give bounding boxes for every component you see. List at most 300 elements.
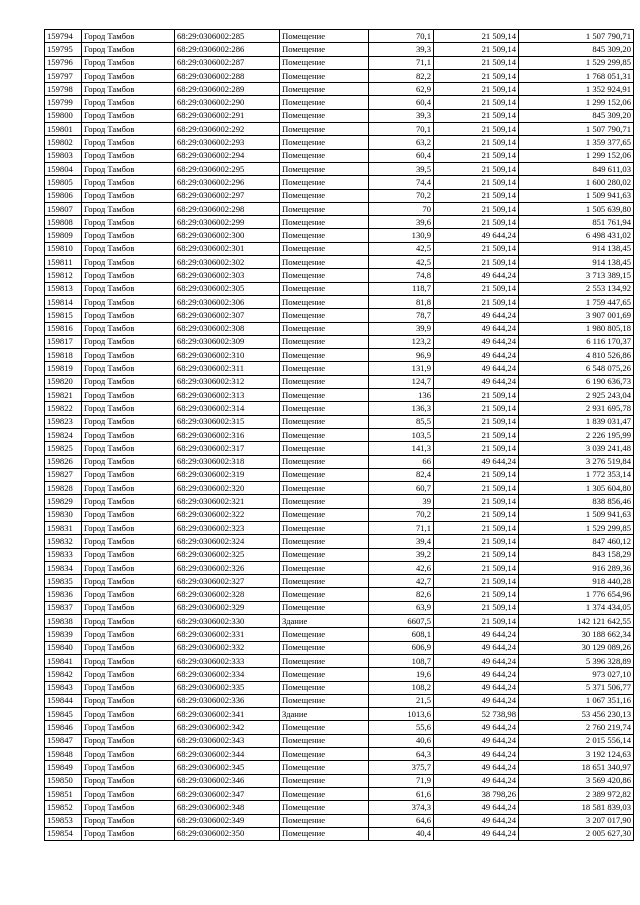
object-type-cell: Помещение — [280, 229, 369, 242]
cadastral-number-cell: 68:29:0306002:319 — [175, 468, 280, 481]
area-cell: 1013,6 — [369, 708, 434, 721]
specific-value-cell: 21 509,14 — [434, 495, 519, 508]
locality-cell: Город Тамбов — [82, 96, 175, 109]
specific-value-cell: 21 509,14 — [434, 162, 519, 175]
cadastral-number-cell: 68:29:0306002:299 — [175, 216, 280, 229]
cadastral-number-cell: 68:29:0306002:305 — [175, 282, 280, 295]
locality-cell: Город Тамбов — [82, 56, 175, 69]
record-number-cell: 159801 — [45, 123, 82, 136]
cadastral-value-cell: 914 138,45 — [519, 242, 634, 255]
area-cell: 375,7 — [369, 761, 434, 774]
locality-cell: Город Тамбов — [82, 362, 175, 375]
table-row — [45, 801, 634, 814]
specific-value-cell: 21 509,14 — [434, 415, 519, 428]
table-row — [45, 428, 634, 441]
object-type-cell: Помещение — [280, 801, 369, 814]
locality-cell: Город Тамбов — [82, 189, 175, 202]
area-cell: 131,9 — [369, 362, 434, 375]
cadastral-value-cell: 914 138,45 — [519, 256, 634, 269]
locality-cell: Город Тамбов — [82, 814, 175, 827]
table-row — [45, 748, 634, 761]
cadastral-number-cell: 68:29:0306002:298 — [175, 202, 280, 215]
locality-cell: Город Тамбов — [82, 402, 175, 415]
cadastral-value-cell: 2 925 243,04 — [519, 389, 634, 402]
object-type-cell: Помещение — [280, 123, 369, 136]
table-row — [45, 761, 634, 774]
cadastral-number-cell: 68:29:0306002:312 — [175, 375, 280, 388]
object-type-cell: Помещение — [280, 83, 369, 96]
locality-cell: Город Тамбов — [82, 508, 175, 521]
specific-value-cell: 21 509,14 — [434, 43, 519, 56]
object-type-cell: Помещение — [280, 681, 369, 694]
area-cell: 21,5 — [369, 694, 434, 707]
record-number-cell: 159853 — [45, 814, 82, 827]
specific-value-cell: 49 644,24 — [434, 375, 519, 388]
area-cell: 40,4 — [369, 827, 434, 840]
cadastral-number-cell: 68:29:0306002:344 — [175, 748, 280, 761]
cadastral-number-cell: 68:29:0306002:346 — [175, 774, 280, 787]
specific-value-cell: 49 644,24 — [434, 734, 519, 747]
area-cell: 374,3 — [369, 801, 434, 814]
object-type-cell: Помещение — [280, 814, 369, 827]
cadastral-value-cell: 2 553 134,92 — [519, 282, 634, 295]
locality-cell: Город Тамбов — [82, 216, 175, 229]
specific-value-cell: 49 644,24 — [434, 322, 519, 335]
table-row — [45, 575, 634, 588]
area-cell: 71,1 — [369, 56, 434, 69]
table-row — [45, 309, 634, 322]
object-type-cell: Помещение — [280, 415, 369, 428]
area-cell: 70,2 — [369, 508, 434, 521]
area-cell: 70,2 — [369, 189, 434, 202]
cadastral-value-cell: 3 192 124,63 — [519, 748, 634, 761]
cadastral-value-cell: 1 374 434,05 — [519, 601, 634, 614]
cadastral-number-cell: 68:29:0306002:326 — [175, 561, 280, 574]
area-cell: 606,9 — [369, 641, 434, 654]
object-type-cell: Помещение — [280, 442, 369, 455]
area-cell: 39,6 — [369, 216, 434, 229]
locality-cell: Город Тамбов — [82, 123, 175, 136]
cadastral-number-cell: 68:29:0306002:321 — [175, 495, 280, 508]
cadastral-number-cell: 68:29:0306002:325 — [175, 548, 280, 561]
record-number-cell: 159804 — [45, 162, 82, 175]
cadastral-number-cell: 68:29:0306002:291 — [175, 109, 280, 122]
area-cell: 39 — [369, 495, 434, 508]
record-number-cell: 159820 — [45, 375, 82, 388]
cadastral-number-cell: 68:29:0306002:332 — [175, 641, 280, 654]
specific-value-cell: 21 509,14 — [434, 109, 519, 122]
locality-cell: Город Тамбов — [82, 694, 175, 707]
locality-cell: Город Тамбов — [82, 109, 175, 122]
record-number-cell: 159814 — [45, 295, 82, 308]
area-cell: 108,2 — [369, 681, 434, 694]
object-type-cell: Помещение — [280, 521, 369, 534]
table-row — [45, 535, 634, 548]
specific-value-cell: 21 509,14 — [434, 561, 519, 574]
object-type-cell: Помещение — [280, 189, 369, 202]
cadastral-number-cell: 68:29:0306002:303 — [175, 269, 280, 282]
cadastral-value-cell: 1 352 924,91 — [519, 83, 634, 96]
area-cell: 74,4 — [369, 176, 434, 189]
record-number-cell: 159835 — [45, 575, 82, 588]
table-row — [45, 721, 634, 734]
table-row — [45, 588, 634, 601]
area-cell: 103,5 — [369, 428, 434, 441]
record-number-cell: 159848 — [45, 748, 82, 761]
area-cell: 96,9 — [369, 349, 434, 362]
table-row — [45, 162, 634, 175]
cadastral-number-cell: 68:29:0306002:343 — [175, 734, 280, 747]
cadastral-value-cell: 18 651 340,97 — [519, 761, 634, 774]
specific-value-cell: 49 644,24 — [434, 774, 519, 787]
record-number-cell: 159850 — [45, 774, 82, 787]
object-type-cell: Помещение — [280, 787, 369, 800]
area-cell: 62,9 — [369, 83, 434, 96]
area-cell: 70,1 — [369, 123, 434, 136]
specific-value-cell: 21 509,14 — [434, 282, 519, 295]
cadastral-value-cell: 1 839 031,47 — [519, 415, 634, 428]
cadastral-value-cell: 4 810 526,86 — [519, 349, 634, 362]
cadastral-number-cell: 68:29:0306002:285 — [175, 30, 280, 43]
specific-value-cell: 49 644,24 — [434, 362, 519, 375]
record-number-cell: 159800 — [45, 109, 82, 122]
object-type-cell: Помещение — [280, 176, 369, 189]
cadastral-value-cell: 1 507 790,71 — [519, 30, 634, 43]
specific-value-cell: 49 644,24 — [434, 229, 519, 242]
locality-cell: Город Тамбов — [82, 309, 175, 322]
locality-cell: Город Тамбов — [82, 588, 175, 601]
cadastral-number-cell: 68:29:0306002:313 — [175, 389, 280, 402]
object-type-cell: Помещение — [280, 242, 369, 255]
cadastral-value-cell: 1 529 299,85 — [519, 521, 634, 534]
table-row — [45, 282, 634, 295]
cadastral-value-cell: 5 371 506,77 — [519, 681, 634, 694]
object-type-cell: Помещение — [280, 282, 369, 295]
cadastral-number-cell: 68:29:0306002:327 — [175, 575, 280, 588]
cadastral-value-cell: 1 505 639,80 — [519, 202, 634, 215]
specific-value-cell: 49 644,24 — [434, 668, 519, 681]
object-type-cell: Помещение — [280, 748, 369, 761]
cadastral-number-cell: 68:29:0306002:306 — [175, 295, 280, 308]
cadastral-value-cell: 2 931 695,78 — [519, 402, 634, 415]
cadastral-value-cell: 918 440,28 — [519, 575, 634, 588]
table-row — [45, 56, 634, 69]
record-number-cell: 159794 — [45, 30, 82, 43]
record-number-cell: 159802 — [45, 136, 82, 149]
locality-cell: Город Тамбов — [82, 335, 175, 348]
cadastral-value-cell: 847 460,12 — [519, 535, 634, 548]
object-type-cell: Помещение — [280, 69, 369, 82]
object-type-cell: Помещение — [280, 721, 369, 734]
cadastral-value-cell: 2 005 627,30 — [519, 827, 634, 840]
object-type-cell: Помещение — [280, 548, 369, 561]
specific-value-cell: 21 509,14 — [434, 242, 519, 255]
table-row — [45, 295, 634, 308]
cadastral-value-cell: 1 772 353,14 — [519, 468, 634, 481]
record-number-cell: 159842 — [45, 668, 82, 681]
area-cell: 42,5 — [369, 242, 434, 255]
area-cell: 70 — [369, 202, 434, 215]
cadastral-number-cell: 68:29:0306002:308 — [175, 322, 280, 335]
specific-value-cell: 21 509,14 — [434, 601, 519, 614]
locality-cell: Город Тамбов — [82, 734, 175, 747]
cadastral-number-cell: 68:29:0306002:328 — [175, 588, 280, 601]
area-cell: 42,6 — [369, 561, 434, 574]
object-type-cell: Помещение — [280, 654, 369, 667]
locality-cell: Город Тамбов — [82, 30, 175, 43]
object-type-cell: Помещение — [280, 428, 369, 441]
record-number-cell: 159805 — [45, 176, 82, 189]
table-row — [45, 521, 634, 534]
cadastral-value-cell: 916 289,36 — [519, 561, 634, 574]
specific-value-cell: 49 644,24 — [434, 349, 519, 362]
cadastral-value-cell: 838 856,46 — [519, 495, 634, 508]
area-cell: 124,7 — [369, 375, 434, 388]
locality-cell: Город Тамбов — [82, 415, 175, 428]
object-type-cell: Помещение — [280, 482, 369, 495]
specific-value-cell: 21 509,14 — [434, 149, 519, 162]
cadastral-value-cell: 2 015 556,14 — [519, 734, 634, 747]
locality-cell: Город Тамбов — [82, 801, 175, 814]
table-row — [45, 123, 634, 136]
locality-cell: Город Тамбов — [82, 269, 175, 282]
area-cell: 42,7 — [369, 575, 434, 588]
object-type-cell: Помещение — [280, 309, 369, 322]
locality-cell: Город Тамбов — [82, 628, 175, 641]
table-row — [45, 508, 634, 521]
document-page — [44, 29, 631, 841]
area-cell: 39,5 — [369, 162, 434, 175]
object-type-cell: Помещение — [280, 694, 369, 707]
area-cell: 608,1 — [369, 628, 434, 641]
specific-value-cell: 21 509,14 — [434, 402, 519, 415]
record-number-cell: 159812 — [45, 269, 82, 282]
cadastral-number-cell: 68:29:0306002:290 — [175, 96, 280, 109]
locality-cell: Город Тамбов — [82, 149, 175, 162]
object-type-cell: Помещение — [280, 162, 369, 175]
cadastral-value-cell: 2 226 195,99 — [519, 428, 634, 441]
specific-value-cell: 21 509,14 — [434, 123, 519, 136]
table-row — [45, 694, 634, 707]
table-row — [45, 548, 634, 561]
locality-cell: Город Тамбов — [82, 535, 175, 548]
cadastral-value-cell: 30 129 089,26 — [519, 641, 634, 654]
object-type-cell: Помещение — [280, 628, 369, 641]
object-type-cell: Помещение — [280, 269, 369, 282]
cadastral-number-cell: 68:29:0306002:311 — [175, 362, 280, 375]
area-cell: 71,9 — [369, 774, 434, 787]
locality-cell: Город Тамбов — [82, 375, 175, 388]
cadastral-number-cell: 68:29:0306002:292 — [175, 123, 280, 136]
locality-cell: Город Тамбов — [82, 774, 175, 787]
area-cell: 118,7 — [369, 282, 434, 295]
cadastral-number-cell: 68:29:0306002:335 — [175, 681, 280, 694]
record-number-cell: 159806 — [45, 189, 82, 202]
record-number-cell: 159821 — [45, 389, 82, 402]
locality-cell: Город Тамбов — [82, 761, 175, 774]
locality-cell: Город Тамбов — [82, 482, 175, 495]
cadastral-value-cell: 845 309,20 — [519, 109, 634, 122]
area-cell: 64,6 — [369, 814, 434, 827]
table-row — [45, 229, 634, 242]
area-cell: 39,2 — [369, 548, 434, 561]
cadastral-number-cell: 68:29:0306002:345 — [175, 761, 280, 774]
specific-value-cell: 49 644,24 — [434, 455, 519, 468]
cadastral-value-cell: 1 509 941,63 — [519, 508, 634, 521]
cadastral-value-cell: 1 299 152,06 — [519, 149, 634, 162]
table-row — [45, 708, 634, 721]
object-type-cell: Помещение — [280, 136, 369, 149]
object-type-cell: Помещение — [280, 389, 369, 402]
locality-cell: Город Тамбов — [82, 136, 175, 149]
area-cell: 136 — [369, 389, 434, 402]
record-number-cell: 159810 — [45, 242, 82, 255]
area-cell: 82,4 — [369, 468, 434, 481]
locality-cell: Город Тамбов — [82, 389, 175, 402]
locality-cell: Город Тамбов — [82, 668, 175, 681]
cadastral-number-cell: 68:29:0306002:329 — [175, 601, 280, 614]
cadastral-value-cell: 1 507 790,71 — [519, 123, 634, 136]
cadastral-number-cell: 68:29:0306002:314 — [175, 402, 280, 415]
cadastral-value-cell: 1 768 051,31 — [519, 69, 634, 82]
cadastral-value-cell: 1 529 299,85 — [519, 56, 634, 69]
object-type-cell: Помещение — [280, 202, 369, 215]
cadastral-number-cell: 68:29:0306002:295 — [175, 162, 280, 175]
specific-value-cell: 21 509,14 — [434, 30, 519, 43]
specific-value-cell: 49 644,24 — [434, 748, 519, 761]
object-type-cell: Помещение — [280, 375, 369, 388]
record-number-cell: 159819 — [45, 362, 82, 375]
cadastral-value-cell: 1 305 604,80 — [519, 482, 634, 495]
record-number-cell: 159799 — [45, 96, 82, 109]
table-row — [45, 787, 634, 800]
table-row — [45, 216, 634, 229]
record-number-cell: 159817 — [45, 335, 82, 348]
specific-value-cell: 21 509,14 — [434, 216, 519, 229]
specific-value-cell: 49 644,24 — [434, 721, 519, 734]
area-cell: 61,6 — [369, 787, 434, 800]
record-number-cell: 159839 — [45, 628, 82, 641]
record-number-cell: 159827 — [45, 468, 82, 481]
area-cell: 60,7 — [369, 482, 434, 495]
cadastral-number-cell: 68:29:0306002:310 — [175, 349, 280, 362]
specific-value-cell: 21 509,14 — [434, 69, 519, 82]
object-type-cell: Помещение — [280, 641, 369, 654]
table-row — [45, 415, 634, 428]
locality-cell: Город Тамбов — [82, 495, 175, 508]
area-cell: 63,2 — [369, 136, 434, 149]
table-row — [45, 189, 634, 202]
area-cell: 141,3 — [369, 442, 434, 455]
area-cell: 60,4 — [369, 96, 434, 109]
object-type-cell: Помещение — [280, 495, 369, 508]
area-cell: 6607,5 — [369, 615, 434, 628]
cadastral-number-cell: 68:29:0306002:288 — [175, 69, 280, 82]
locality-cell: Город Тамбов — [82, 721, 175, 734]
cadastral-value-cell: 6 116 170,37 — [519, 335, 634, 348]
specific-value-cell: 21 509,14 — [434, 96, 519, 109]
cadastral-number-cell: 68:29:0306002:294 — [175, 149, 280, 162]
area-cell: 82,6 — [369, 588, 434, 601]
area-cell: 64,3 — [369, 748, 434, 761]
cadastral-number-cell: 68:29:0306002:349 — [175, 814, 280, 827]
cadastral-number-cell: 68:29:0306002:336 — [175, 694, 280, 707]
cadastral-number-cell: 68:29:0306002:297 — [175, 189, 280, 202]
table-row — [45, 561, 634, 574]
specific-value-cell: 49 644,24 — [434, 641, 519, 654]
locality-cell: Город Тамбов — [82, 43, 175, 56]
specific-value-cell: 21 509,14 — [434, 189, 519, 202]
specific-value-cell: 52 738,98 — [434, 708, 519, 721]
locality-cell: Город Тамбов — [82, 601, 175, 614]
cadastral-number-cell: 68:29:0306002:330 — [175, 615, 280, 628]
object-type-cell: Здание — [280, 615, 369, 628]
record-number-cell: 159797 — [45, 69, 82, 82]
record-number-cell: 159847 — [45, 734, 82, 747]
area-cell: 39,3 — [369, 109, 434, 122]
record-number-cell: 159836 — [45, 588, 82, 601]
area-cell: 123,2 — [369, 335, 434, 348]
record-number-cell: 159826 — [45, 455, 82, 468]
locality-cell: Город Тамбов — [82, 256, 175, 269]
table-row — [45, 827, 634, 840]
record-number-cell: 159841 — [45, 654, 82, 667]
specific-value-cell: 21 509,14 — [434, 295, 519, 308]
specific-value-cell: 49 644,24 — [434, 814, 519, 827]
specific-value-cell: 21 509,14 — [434, 256, 519, 269]
table-row — [45, 256, 634, 269]
specific-value-cell: 49 644,24 — [434, 309, 519, 322]
record-number-cell: 159807 — [45, 202, 82, 215]
specific-value-cell: 21 509,14 — [434, 442, 519, 455]
specific-value-cell: 21 509,14 — [434, 389, 519, 402]
object-type-cell: Помещение — [280, 761, 369, 774]
specific-value-cell: 49 644,24 — [434, 269, 519, 282]
object-type-cell: Помещение — [280, 109, 369, 122]
locality-cell: Город Тамбов — [82, 615, 175, 628]
table-row — [45, 495, 634, 508]
table-row — [45, 641, 634, 654]
cadastral-value-cell: 3 713 389,15 — [519, 269, 634, 282]
cadastral-number-cell: 68:29:0306002:350 — [175, 827, 280, 840]
specific-value-cell: 49 644,24 — [434, 654, 519, 667]
cadastral-number-cell: 68:29:0306002:300 — [175, 229, 280, 242]
table-row — [45, 269, 634, 282]
specific-value-cell: 21 509,14 — [434, 535, 519, 548]
specific-value-cell: 49 644,24 — [434, 694, 519, 707]
cadastral-value-cell: 1 067 351,16 — [519, 694, 634, 707]
area-cell: 66 — [369, 455, 434, 468]
table-row — [45, 349, 634, 362]
locality-cell: Город Тамбов — [82, 282, 175, 295]
table-row — [45, 96, 634, 109]
cadastral-value-cell: 53 456 230,13 — [519, 708, 634, 721]
record-number-cell: 159796 — [45, 56, 82, 69]
record-number-cell: 159838 — [45, 615, 82, 628]
area-cell: 82,2 — [369, 69, 434, 82]
area-cell: 78,7 — [369, 309, 434, 322]
locality-cell: Город Тамбов — [82, 202, 175, 215]
table-row — [45, 43, 634, 56]
cadastral-value-cell: 3 039 241,48 — [519, 442, 634, 455]
cadastral-number-cell: 68:29:0306002:322 — [175, 508, 280, 521]
object-type-cell: Здание — [280, 708, 369, 721]
locality-cell: Город Тамбов — [82, 827, 175, 840]
locality-cell: Город Тамбов — [82, 521, 175, 534]
record-number-cell: 159828 — [45, 482, 82, 495]
cadastral-number-cell: 68:29:0306002:316 — [175, 428, 280, 441]
area-cell: 60,4 — [369, 149, 434, 162]
